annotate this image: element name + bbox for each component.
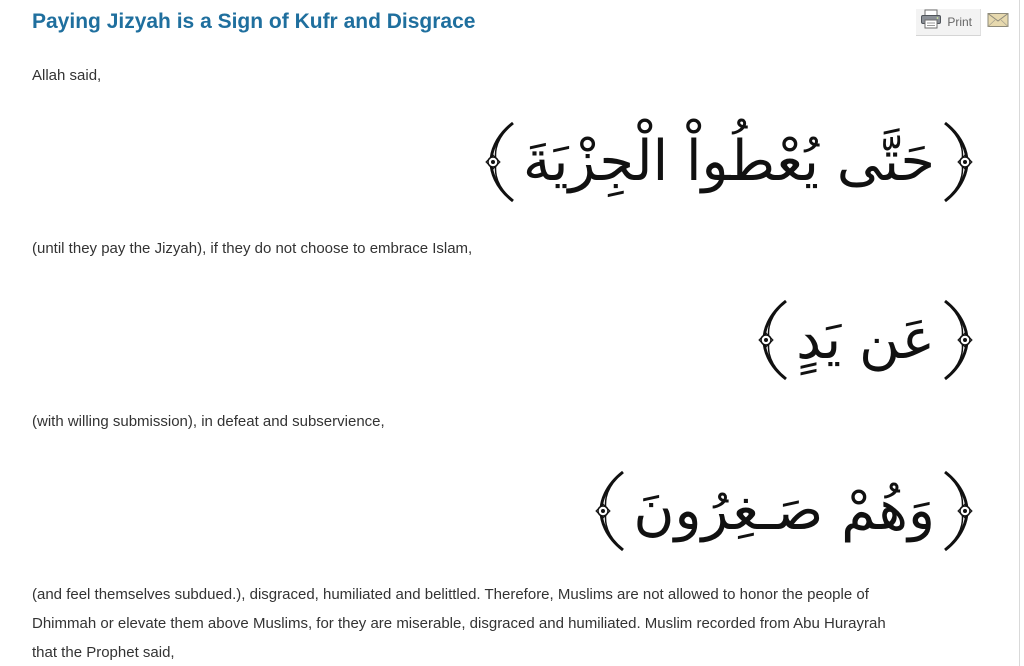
- paragraph-feel-subdued: [32, 580, 992, 666]
- verse-block-1: [483, 112, 975, 212]
- quran-bracket-left-icon: [483, 119, 519, 205]
- paragraph-line: that the Prophet said,: [32, 644, 175, 661]
- quran-bracket-right-icon: [939, 297, 975, 383]
- print-label: Print: [947, 14, 972, 29]
- verse-arabic-2: عَن يَدٍ: [796, 307, 935, 372]
- quran-bracket-left-icon: [593, 468, 629, 554]
- article-tools: [916, 8, 1009, 36]
- paragraph-allah-said: Allah said,: [32, 67, 102, 84]
- verse-arabic-1: حَتَّى يُعْطُواْ الْجِزْيَةَ: [522, 129, 935, 194]
- print-button[interactable]: [916, 9, 981, 36]
- paragraph-until-they-pay: (until they pay the Jizyah), if they do not choose to embrace Islam,: [32, 240, 473, 257]
- verse-block-2: [756, 292, 975, 388]
- paragraph-willing-submission: (with willing submission), in defeat and subservience,: [32, 413, 385, 430]
- quran-bracket-right-icon: [939, 468, 975, 554]
- verse-arabic-3: وَهُمْ صَـغِرُونَ: [633, 478, 935, 543]
- verse-block-3: [593, 458, 975, 564]
- paragraph-line: (and feel themselves subdued.), disgraced, humiliated and belittled. Therefore, Muslims are not allowed to honor the people of: [32, 586, 869, 603]
- quran-bracket-right-icon: [939, 119, 975, 205]
- paragraph-line: Dhimmah or elevate them above Muslims, for they are miserable, disgraced and humiliated. Muslim recorded from Abu Hurayrah: [32, 615, 886, 632]
- printer-icon: [920, 9, 942, 34]
- quran-bracket-left-icon: [756, 297, 792, 383]
- envelope-icon: [987, 12, 1009, 33]
- page-title: Paying Jizyah is a Sign of Kufr and Disgrace: [32, 10, 476, 33]
- email-button[interactable]: [987, 12, 1009, 33]
- article-header: [32, 8, 1009, 40]
